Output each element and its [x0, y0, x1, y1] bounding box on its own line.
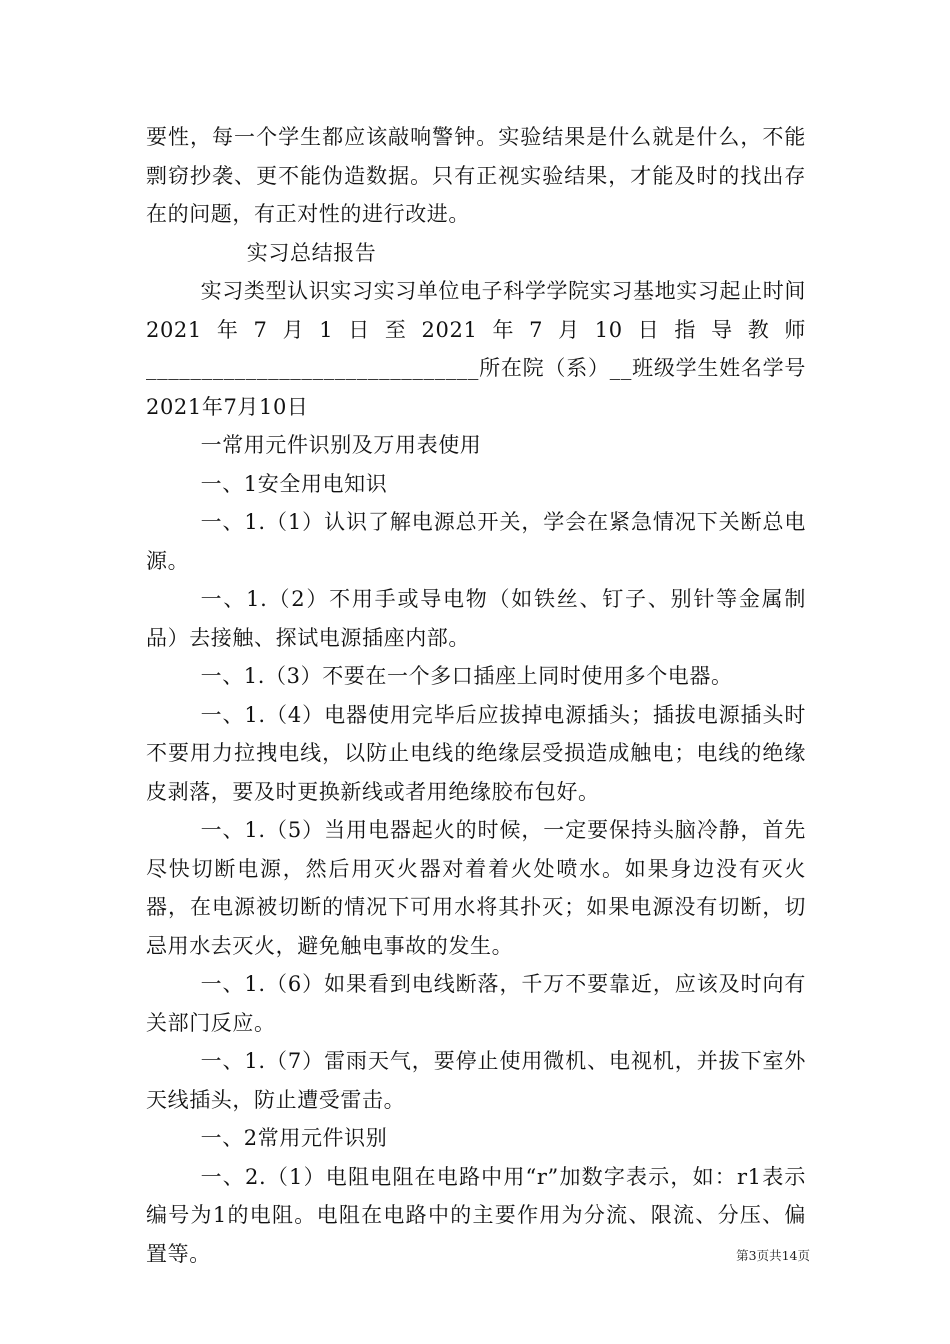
subsection-heading-1-1: 一、1安全用电知识 — [200, 471, 388, 496]
item-1-1-5: 一、1.（5）当用电器起火的时候，一定要保持头脑冷静，首先尽快切断电源，然后用灭火器对着着火处喷水。如果身边没有灭火器，在电源被切断的情况下可用水将其扑灭；如果电源没有切断，切忌用水去灭火，避免触电事故的发生。 — [146, 818, 806, 958]
paragraph-intro-continued: 要性，每一个学生都应该敲响警钟。实验结果是什么就是什么，不能剽窃抄袭、更不能伪造数据。只有正视实验结果，才能及时的找出存在的问题，有正对性的进行改进。 — [146, 125, 806, 226]
paragraph-report-info: 实习类型认识实习实习单位电子科学学院实习基地实习起止时间2021年7月1日至2021年7月10日指导教师______________________________所在院（系）__班级学生姓名学号2021年7月10日 — [146, 279, 806, 419]
section-heading-1: 一常用元件识别及万用表使用 — [200, 433, 482, 457]
item-1-1-6: 一、1.（6）如果看到电线断落，千万不要靠近，应该及时向有关部门反应。 — [146, 972, 806, 1035]
item-1-1-4: 一、1.（4）电器使用完毕后应拔掉电源插头；插拔电源插头时不要用力拉拽电线，以防止电线的绝缘层受损造成触电；电线的绝缘皮剥落，要及时更换新线或者用绝缘胶布包好。 — [146, 702, 806, 804]
item-1-2-1: 一、2.（1）电阻电阻在电路中用“r”加数字表示，如：r1表示编号为1的电阻。电阻在电路中的主要作用为分流、限流、分压、偏置等。 — [146, 1164, 806, 1266]
item-1-1-2: 一、1.（2）不用手或导电物（如铁丝、钉子、别针等金属制品）去接触、探试电源插座内部。 — [146, 587, 806, 650]
page-number-footer: 第3页共14页 — [736, 1248, 810, 1263]
document-body — [146, 118, 806, 1273]
item-1-1-1: 一、1.（1）认识了解电源总开关，学会在紧急情况下关断总电源。 — [146, 510, 806, 573]
item-1-1-7: 一、1.（7）雷雨天气，要停止使用微机、电视机，并拔下室外天线插头，防止遭受雷击。 — [146, 1049, 806, 1112]
item-1-1-3: 一、1.（3）不要在一个多口插座上同时使用多个电器。 — [200, 664, 733, 688]
subsection-heading-1-2: 一、2常用元件识别 — [200, 1126, 388, 1150]
report-title: 实习总结报告 — [246, 240, 377, 265]
